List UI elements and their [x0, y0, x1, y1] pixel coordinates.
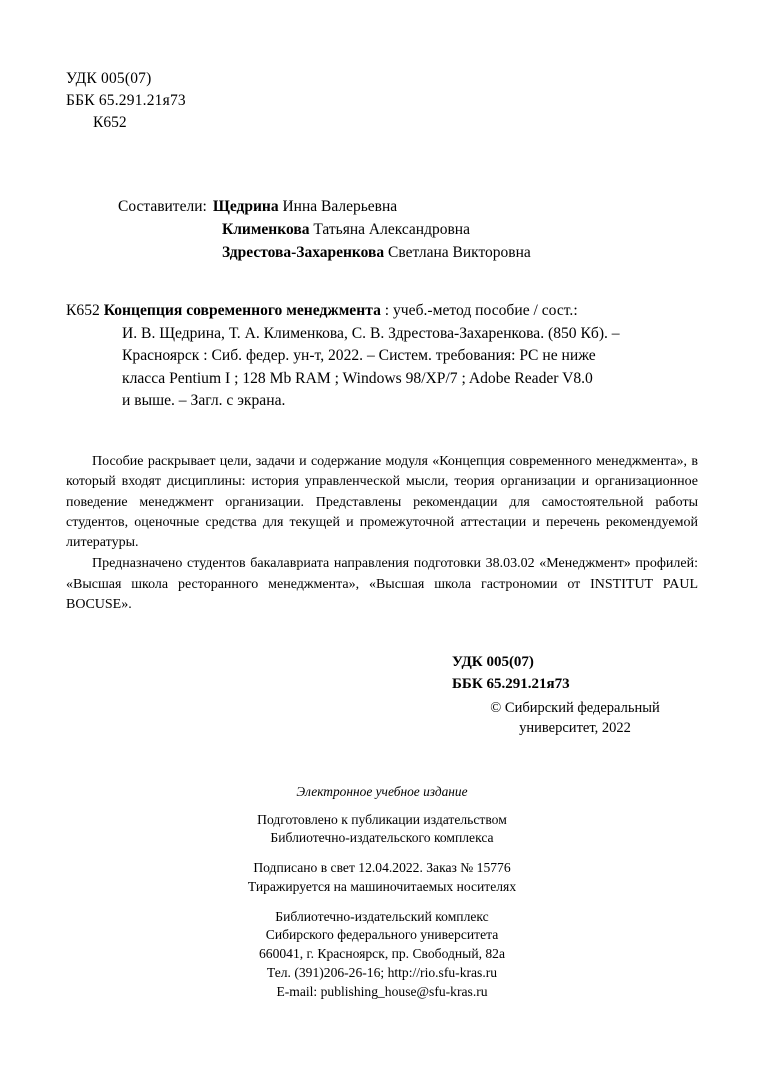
- copyright-block: [450, 698, 700, 739]
- prepared-line-2: Библиотечно-издательского комплекса: [270, 830, 494, 846]
- publisher-email: E-mail: publishing_house@sfu-kras.ru: [276, 983, 488, 999]
- compiler-name: Светлана Викторовна: [384, 243, 531, 261]
- publisher-line-1: Библиотечно-издательский комплекс: [275, 908, 489, 924]
- compilers-row: [118, 242, 531, 265]
- compilers-label: Составители:: [118, 198, 207, 215]
- bib-line-2: И. В. Щедрина, Т. А. Клименкова, С. В. Здрестова-Захаренкова. (850 Кб). –: [122, 324, 620, 342]
- udk-code-bottom: УДК 005(07): [452, 654, 534, 670]
- udk-code-top: УДК 005(07): [66, 70, 152, 87]
- bib-signature: К652: [66, 302, 100, 319]
- bib-line-4: класса Pentium I ; 128 Mb RAM ; Windows 98/XP/7 ; Adobe Reader V8.0: [122, 369, 593, 387]
- classification-codes-top: [66, 68, 186, 134]
- compiler-surname: Клименкова: [222, 220, 310, 238]
- signed-group: [0, 859, 764, 897]
- bbk-code-top: ББК 65.291.21я73: [66, 92, 186, 109]
- compiler-surname: Здрестова-Захаренкова: [222, 243, 385, 261]
- publisher-phone-site: Тел. (391)206-26-16; http://rio.sfu-kras.ru: [266, 964, 498, 980]
- bib-title: Концепция современного менеджмента: [103, 302, 381, 319]
- prepared-by-group: [0, 811, 764, 849]
- compiler-surname: Щедрина: [212, 198, 279, 215]
- prepared-line-1: Подготовлено к публикации издательством: [257, 811, 507, 827]
- compilers-block: [118, 196, 531, 264]
- annotation-paragraph: Пособие раскрывает цели, задачи и содержание модуля «Концепция современного менеджмента», в который входят дисциплины: история управленческой мысли, теория организации и организационное поведение менеджмент организации. Представлены рекомендации для самостоятельной работы студентов, оценочные средства для текущей и промежуточной аттестации и перечень рекомендуемой литературы.: [66, 454, 698, 551]
- publisher-line-2: Сибирского федерального университета: [265, 927, 499, 943]
- author-sign-top: К652: [93, 114, 127, 131]
- publisher-group: [0, 908, 764, 1002]
- copyright-line-2: университет, 2022: [519, 720, 631, 737]
- bbk-code-bottom: ББК 65.291.21я73: [452, 675, 570, 692]
- signed-line-1: Подписано в свет 12.04.2022. Заказ № 15776: [253, 860, 511, 875]
- compiler-name: Татьяна Александровна: [309, 220, 470, 238]
- edition-type: Электронное учебное издание: [296, 784, 468, 799]
- bibliographic-description: [66, 300, 696, 413]
- colophon-block: [0, 783, 764, 1001]
- copyright-line-1: © Сибирский федеральный: [490, 700, 660, 716]
- bib-line-5: и выше. – Загл. с экрана.: [122, 392, 286, 410]
- annotation-paragraph: Предназначено студентов бакалавриата направления подготовки 38.03.02 «Менеджмент» профилей: «Высшая школа ресторанного менеджмента», «Высшая школа гастрономии от INSTITUT PAUL BOCUSE».: [66, 556, 698, 613]
- publisher-line-3: 660041, г. Красноярск, пр. Свободный, 82а: [258, 946, 506, 961]
- signed-line-2: Тиражируется на машиночитаемых носителях: [247, 878, 517, 894]
- compilers-row: [118, 196, 531, 219]
- compiler-name: Инна Валерьевна: [278, 198, 398, 215]
- bib-line-1: [66, 300, 696, 323]
- compilers-row: [118, 219, 531, 242]
- classification-codes-bottom: [452, 652, 570, 696]
- annotation-block: [66, 452, 698, 615]
- bib-rest: : учеб.-метод пособие / сост.:: [380, 302, 578, 319]
- bib-line-3: Красноярск : Сиб. федер. ун-т, 2022. – Систем. требования: PC не ниже: [122, 347, 596, 365]
